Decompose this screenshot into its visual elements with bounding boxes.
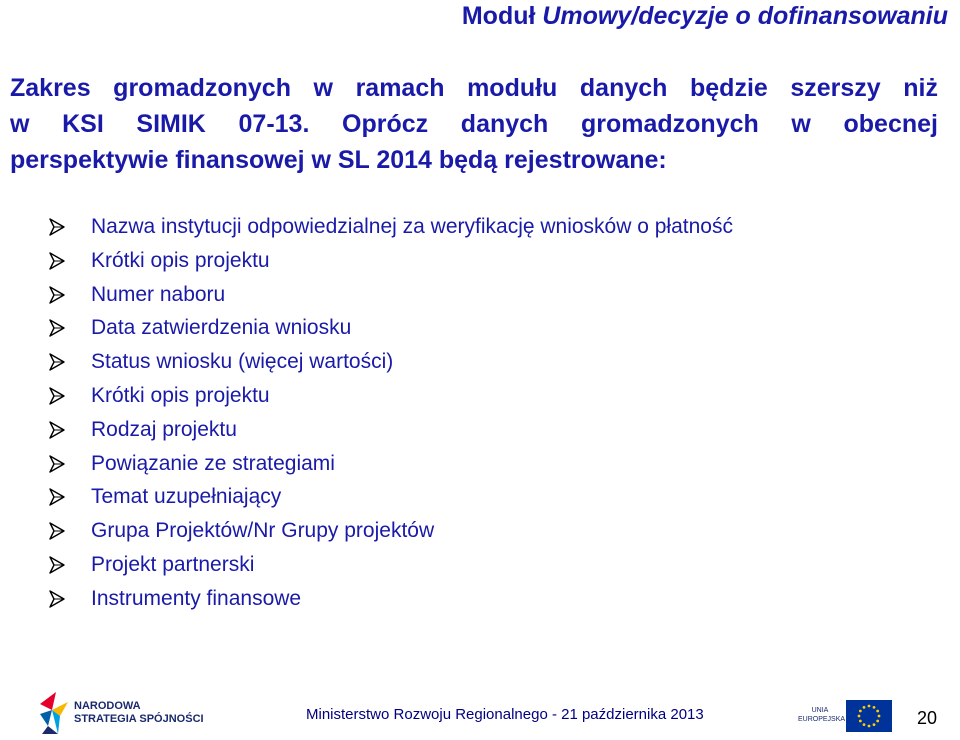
- bullet-item: [48, 278, 733, 312]
- intro-paragraph: [10, 70, 938, 178]
- bullet-item: [48, 413, 733, 447]
- arrowhead-bullet-icon: [48, 218, 66, 236]
- bullet-item: [48, 514, 733, 548]
- bullet-item: [48, 379, 733, 413]
- eu-logo-text: [798, 706, 846, 724]
- bullet-text: Krótki opis projektu: [91, 383, 270, 407]
- arrowhead-bullet-icon: [48, 387, 66, 405]
- arrowhead-bullet-icon: [48, 353, 66, 371]
- eu-star: [868, 725, 871, 728]
- bullet-text: Rodzaj projektu: [91, 417, 237, 441]
- nss-logo: [38, 690, 208, 736]
- bullet-text: Status wniosku (więcej wartości): [91, 350, 394, 374]
- nss-logo-line2: STRATEGIA SPÓJNOŚCI: [74, 713, 204, 725]
- page-number: 20: [917, 708, 938, 728]
- bullet-text: Grupa Projektów/Nr Grupy projektów: [91, 519, 435, 543]
- bullet-text: Numer naboru: [91, 282, 226, 306]
- bullet-text: Powiązanie ze strategiami: [91, 451, 335, 475]
- arrowhead-bullet-icon: [48, 421, 66, 439]
- arrowhead-bullet-icon: [48, 522, 66, 540]
- footer-ministry-date: Ministerstwo Rozwoju Regionalnego - 21 października 2013: [306, 706, 704, 723]
- eu-star: [863, 723, 866, 726]
- slide-title-part2: Umowy/decyzje o dofinansowaniu: [542, 2, 948, 30]
- intro-line-2: w KSI SIMIK 07-13. Oprócz danych gromadzonych w obecnej: [10, 110, 938, 138]
- eu-logo-line2: EUROPEJSKA: [798, 716, 846, 723]
- eu-star: [858, 715, 861, 718]
- eu-star: [868, 705, 871, 708]
- arrowhead-bullet-icon: [48, 455, 66, 473]
- bullet-text: Krótki opis projektu: [91, 248, 270, 272]
- bullet-item: [48, 548, 733, 582]
- slide-title-part1: Moduł: [461, 2, 543, 30]
- bullet-item: [48, 480, 733, 514]
- eu-logo-line1: UNIA: [811, 707, 829, 714]
- nss-logo-text: [74, 700, 204, 726]
- nss-logo-line1: NARODOWA: [74, 700, 141, 712]
- nss-star-logo-icon: [38, 690, 72, 736]
- arrowhead-bullet-icon: [48, 286, 66, 304]
- bullet-item: [48, 345, 733, 379]
- eu-flag-icon: [846, 700, 892, 732]
- arrowhead-bullet-icon: [48, 319, 66, 337]
- bullet-list: [48, 210, 733, 616]
- bullet-item: [48, 210, 733, 244]
- eu-logo: [798, 700, 898, 734]
- arrowhead-bullet-icon: [48, 590, 66, 608]
- bullet-item: [48, 311, 733, 345]
- eu-star: [863, 706, 866, 709]
- bullet-text: Temat uzupełniający: [91, 485, 282, 509]
- arrowhead-bullet-icon: [48, 488, 66, 506]
- bullet-text: Instrumenty finansowe: [91, 586, 302, 610]
- eu-star: [876, 710, 879, 713]
- slide-title: [462, 2, 948, 31]
- bullet-item: [48, 582, 733, 616]
- eu-star: [873, 706, 876, 709]
- bullet-text: Nazwa instytucji odpowiedzialnej za weryfikację wniosków o płatność: [91, 215, 733, 238]
- bullet-item: [48, 447, 733, 481]
- bullet-item: [48, 244, 733, 278]
- eu-star: [859, 710, 862, 713]
- eu-star: [859, 720, 862, 723]
- intro-line-1: Zakres gromadzonych w ramach modułu danych będzie szerszy niż: [10, 74, 938, 102]
- intro-line-3: perspektywie finansowej w SL 2014 będą rejestrowane:: [10, 146, 667, 174]
- bullet-text: Projekt partnerski: [91, 552, 255, 576]
- eu-star: [878, 715, 881, 718]
- bullet-text: Data zatwierdzenia wniosku: [91, 316, 352, 340]
- eu-star: [876, 720, 879, 723]
- arrowhead-bullet-icon: [48, 252, 66, 270]
- arrowhead-bullet-icon: [48, 556, 66, 574]
- eu-star: [873, 723, 876, 726]
